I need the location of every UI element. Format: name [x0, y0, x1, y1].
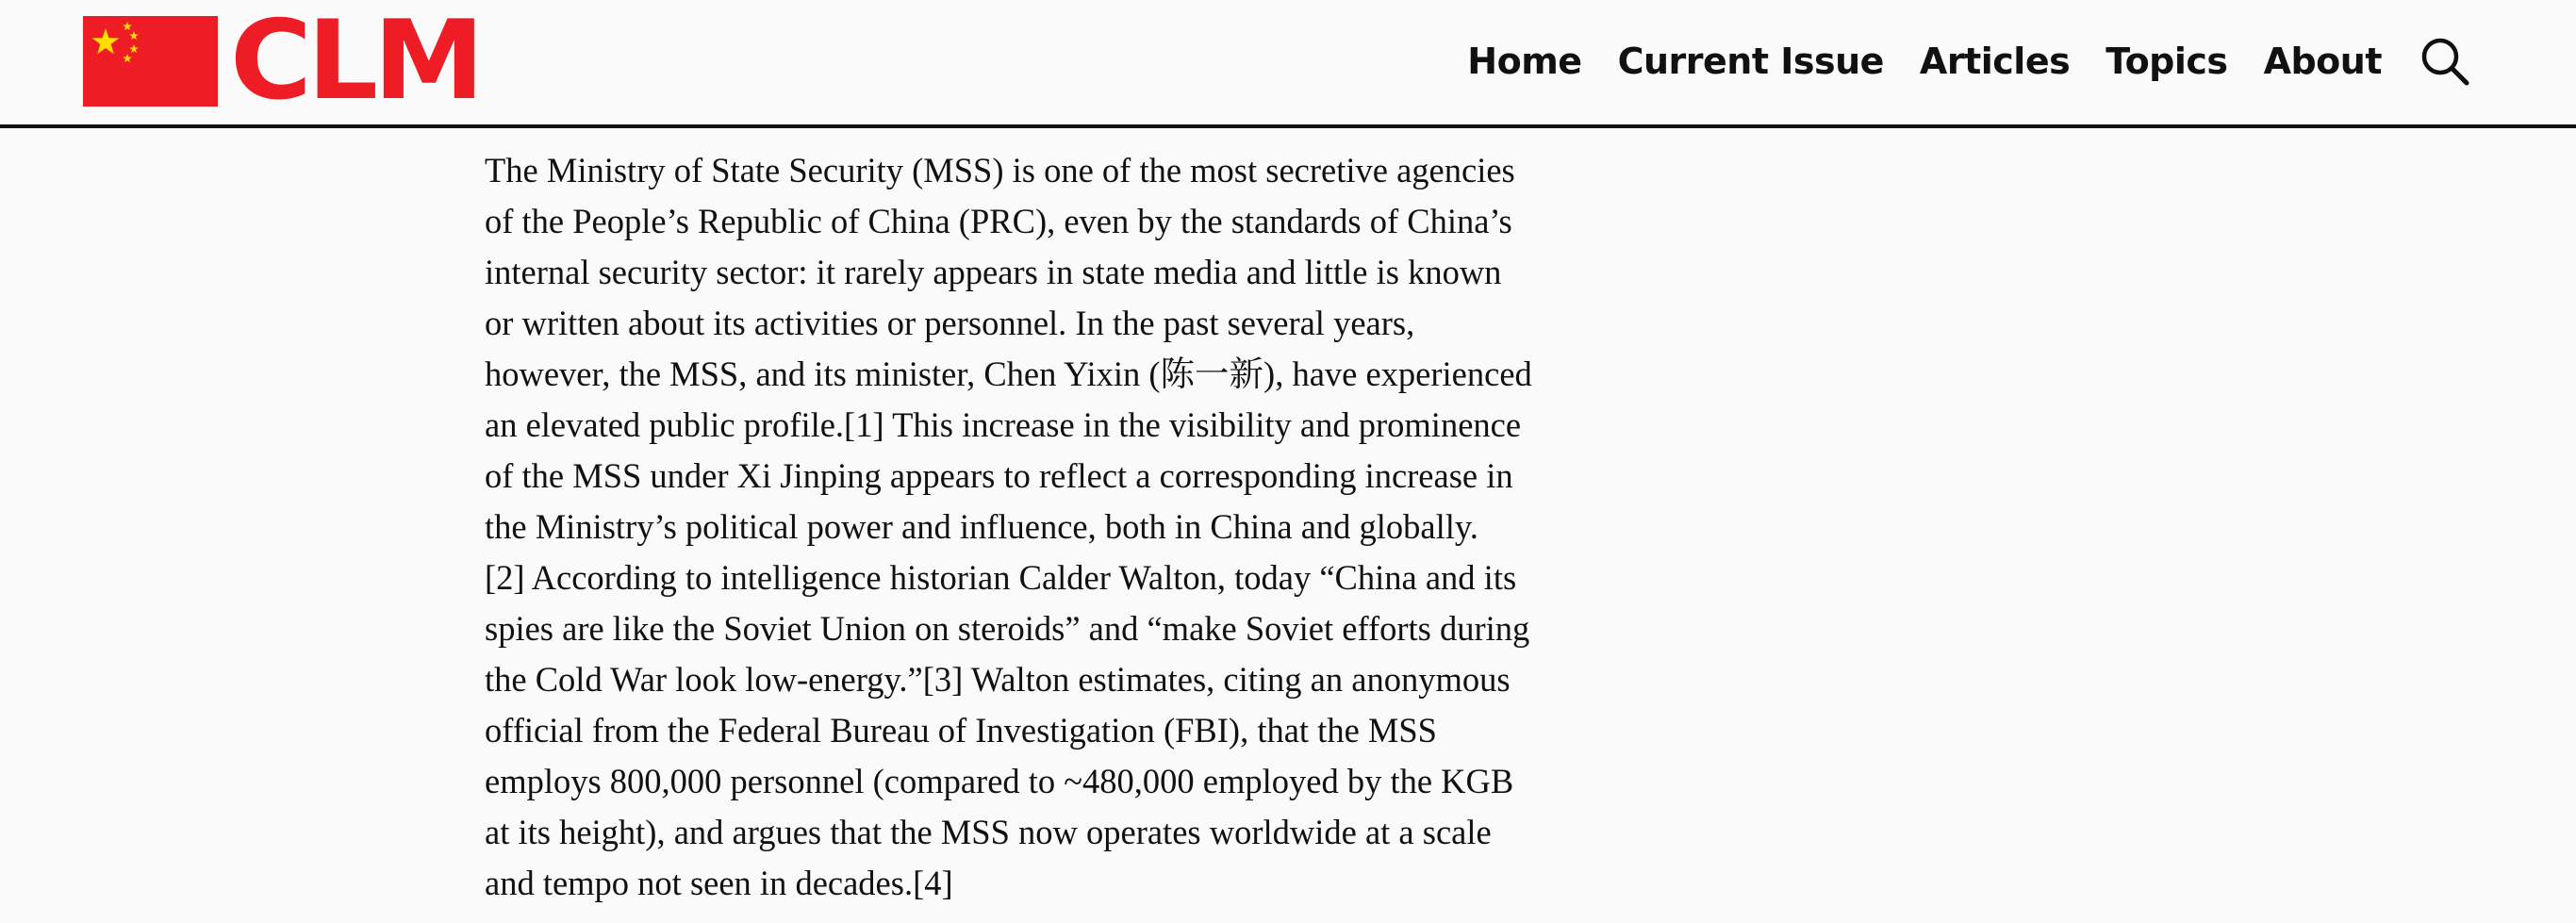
article-body [485, 145, 1616, 909]
paragraph-line: official from the Federal Bureau of Investigation (FBI), that the MSS [485, 711, 1437, 750]
paragraph-line: [2] According to intelligence historian Calder Walton, today “China and its [485, 558, 1517, 597]
main-nav [1467, 28, 2472, 94]
nav-topics[interactable]: Topics [2105, 41, 2228, 82]
china-flag-icon [83, 16, 218, 107]
logo-text: CLM [230, 0, 480, 124]
paragraph-line: however, the MSS, and its minister, Chen Yixin (陈一新), have experienced [485, 354, 1532, 393]
paragraph-line: an elevated public profile.[1] This increase in the visibility and prominence [485, 405, 1522, 444]
paragraph-line: or written about its activities or personnel. In the past several years, [485, 304, 1415, 342]
paragraph-line: at its height), and argues that the MSS now operates worldwide at a scale [485, 813, 1492, 851]
nav-home[interactable]: Home [1467, 41, 1582, 82]
nav-articles[interactable]: Articles [1919, 41, 2071, 82]
paragraph-line: the Ministry’s political power and influence, both in China and globally. [485, 507, 1478, 546]
search-button[interactable] [2418, 34, 2472, 89]
site-logo[interactable] [83, 0, 480, 124]
paragraph-line: internal security sector: it rarely appears in state media and little is known [485, 253, 1502, 291]
paragraph-line: of the MSS under Xi Jinping appears to reflect a corresponding increase in [485, 456, 1513, 495]
paragraph-line: the Cold War look low-energy.”[3] Walton estimates, citing an anonymous [485, 660, 1511, 699]
nav-about[interactable]: About [2263, 41, 2382, 82]
nav-current-issue[interactable]: Current Issue [1617, 41, 1884, 82]
search-icon [2419, 36, 2470, 87]
paragraph-line: and tempo not seen in decades.[4] [485, 864, 953, 902]
article-paragraph [485, 145, 1616, 909]
paragraph-line: spies are like the Soviet Union on steroids” and “make Soviet efforts during [485, 609, 1530, 648]
paragraph-line: The Ministry of State Security (MSS) is one of the most secretive agencies [485, 151, 1515, 190]
site-header [0, 0, 2576, 128]
paragraph-line: employs 800,000 personnel (compared to ~480,000 employed by the KGB [485, 762, 1514, 800]
paragraph-line: of the People’s Republic of China (PRC), even by the standards of China’s [485, 202, 1512, 240]
